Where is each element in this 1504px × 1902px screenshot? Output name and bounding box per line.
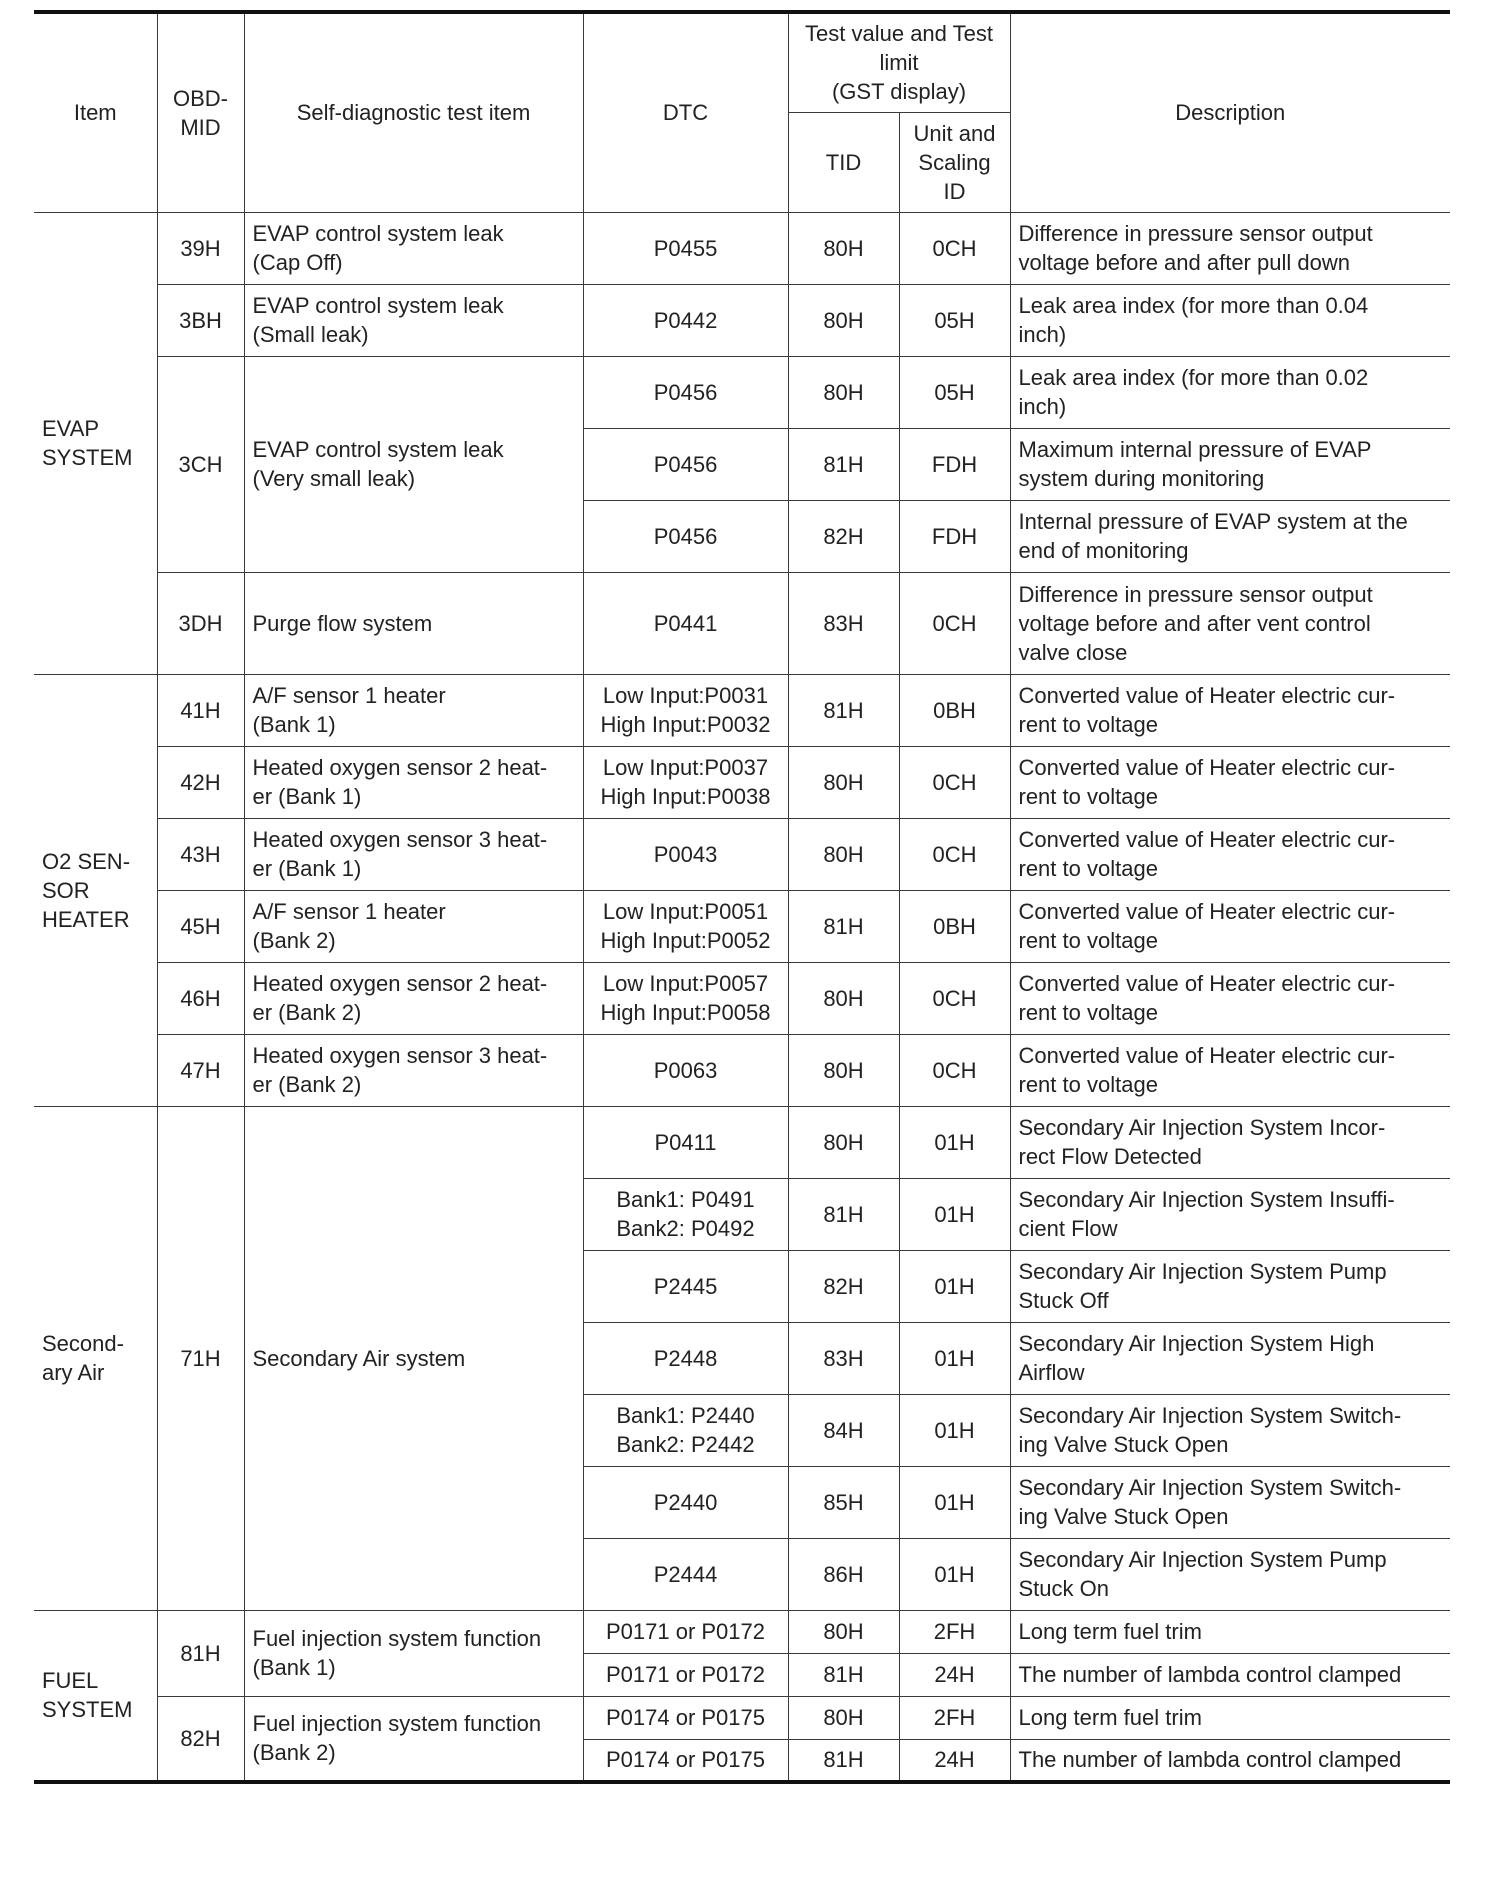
table-header [34,12,1450,212]
tid-cell: 80H [788,356,899,428]
unit-scaling-cell: 01H [899,1538,1010,1610]
header-tid: TID [788,112,899,212]
tid-cell: 81H [788,1178,899,1250]
table-row [34,962,1450,1034]
dtc-cell: P2448 [583,1322,788,1394]
description-cell: Leak area index (for more than 0.02 inch) [1010,356,1450,428]
test-item-cell: Heated oxygen sensor 2 heat- er (Bank 1) [244,746,583,818]
obd-mid-cell: 39H [157,212,244,284]
unit-scaling-cell: FDH [899,500,1010,572]
dtc-cell: P0456 [583,500,788,572]
unit-scaling-cell: 2FH [899,1696,1010,1739]
dtc-cell: P0441 [583,572,788,674]
unit-scaling-cell: 24H [899,1653,1010,1696]
description-cell: Long term fuel trim [1010,1696,1450,1739]
tid-cell: 80H [788,1034,899,1106]
table-row [34,572,1450,674]
unit-scaling-cell: 0CH [899,962,1010,1034]
table-row [34,1610,1450,1653]
obd-mid-cell: 45H [157,890,244,962]
description-cell: Converted value of Heater electric cur- rent to voltage [1010,746,1450,818]
description-cell: Long term fuel trim [1010,1610,1450,1653]
tid-cell: 80H [788,212,899,284]
dtc-cell: P0442 [583,284,788,356]
obd-mid-cell: 42H [157,746,244,818]
unit-scaling-cell: 0CH [899,572,1010,674]
tid-cell: 83H [788,572,899,674]
unit-scaling-cell: 01H [899,1322,1010,1394]
test-item-cell: Secondary Air system [244,1106,583,1610]
tid-cell: 81H [788,890,899,962]
table-row [34,212,1450,284]
description-cell: Difference in pressure sensor output voltage before and after vent control valve close [1010,572,1450,674]
unit-scaling-cell: 0CH [899,746,1010,818]
tid-cell: 80H [788,1610,899,1653]
description-cell: Secondary Air Injection System Incor- rect Flow Detected [1010,1106,1450,1178]
dtc-cell: P2444 [583,1538,788,1610]
obd-mid-cell: 46H [157,962,244,1034]
tid-cell: 80H [788,746,899,818]
dtc-cell: P2445 [583,1250,788,1322]
description-cell: Converted value of Heater electric cur- rent to voltage [1010,674,1450,746]
header-self-diagnostic-test-item: Self-diagnostic test item [244,12,583,212]
tid-cell: 82H [788,500,899,572]
dtc-cell: Low Input:P0051 High Input:P0052 [583,890,788,962]
test-item-cell: EVAP control system leak (Very small leak) [244,356,583,572]
obd-mid-cell: 3DH [157,572,244,674]
description-cell: The number of lambda control clamped [1010,1653,1450,1696]
tid-cell: 80H [788,818,899,890]
description-cell: Secondary Air Injection System Switch- ing Valve Stuck Open [1010,1466,1450,1538]
test-item-cell: Purge flow system [244,572,583,674]
description-cell: Maximum internal pressure of EVAP system during monitoring [1010,428,1450,500]
unit-scaling-cell: 05H [899,356,1010,428]
table-row [34,674,1450,746]
unit-scaling-cell: FDH [899,428,1010,500]
test-item-cell: Fuel injection system function (Bank 2) [244,1696,583,1782]
header-item: Item [34,12,157,212]
tid-cell: 81H [788,674,899,746]
dtc-cell: P0411 [583,1106,788,1178]
unit-scaling-cell: 0BH [899,674,1010,746]
obd-mid-cell: 71H [157,1106,244,1610]
unit-scaling-cell: 01H [899,1394,1010,1466]
dtc-cell: P0063 [583,1034,788,1106]
unit-scaling-cell: 24H [899,1739,1010,1782]
table-row [34,1106,1450,1178]
test-item-cell: EVAP control system leak (Small leak) [244,284,583,356]
test-item-cell: A/F sensor 1 heater (Bank 1) [244,674,583,746]
dtc-cell: P0171 or P0172 [583,1653,788,1696]
tid-cell: 86H [788,1538,899,1610]
unit-scaling-cell: 0CH [899,212,1010,284]
dtc-cell: Bank1: P2440 Bank2: P2442 [583,1394,788,1466]
group-secondary-air: Second- ary Air [34,1106,157,1610]
dtc-cell: P0455 [583,212,788,284]
group-o2-sensor-heater: O2 SEN- SOR HEATER [34,674,157,1106]
dtc-cell: P0171 or P0172 [583,1610,788,1653]
description-cell: Secondary Air Injection System High Airflow [1010,1322,1450,1394]
tid-cell: 81H [788,1653,899,1696]
description-cell: Converted value of Heater electric cur- rent to voltage [1010,818,1450,890]
description-cell: Converted value of Heater electric cur- rent to voltage [1010,1034,1450,1106]
description-cell: Secondary Air Injection System Insuffi- cient Flow [1010,1178,1450,1250]
tid-cell: 81H [788,428,899,500]
tid-cell: 82H [788,1250,899,1322]
obd-test-table [34,10,1450,1784]
header-obd-mid: OBD- MID [157,12,244,212]
table-row [34,890,1450,962]
description-cell: Internal pressure of EVAP system at the end of monitoring [1010,500,1450,572]
header-unit-scaling-id: Unit and Scaling ID [899,112,1010,212]
description-cell: Converted value of Heater electric cur- rent to voltage [1010,890,1450,962]
table-row [34,1034,1450,1106]
unit-scaling-cell: 01H [899,1466,1010,1538]
test-item-cell: Heated oxygen sensor 2 heat- er (Bank 2) [244,962,583,1034]
table-body [34,212,1450,1782]
tid-cell: 80H [788,1696,899,1739]
dtc-cell: P0174 or P0175 [583,1739,788,1782]
tid-cell: 84H [788,1394,899,1466]
unit-scaling-cell: 01H [899,1178,1010,1250]
obd-mid-cell: 82H [157,1696,244,1782]
obd-mid-cell: 41H [157,674,244,746]
dtc-cell: P0043 [583,818,788,890]
table-row [34,746,1450,818]
header-dtc: DTC [583,12,788,212]
obd-mid-cell: 3BH [157,284,244,356]
description-cell: Secondary Air Injection System Pump Stuck On [1010,1538,1450,1610]
table-row [34,1696,1450,1739]
dtc-cell: Low Input:P0057 High Input:P0058 [583,962,788,1034]
table-row [34,284,1450,356]
header-test-value: Test value and Test limit (GST display) [788,12,1010,112]
description-cell: Converted value of Heater electric cur- rent to voltage [1010,962,1450,1034]
unit-scaling-cell: 0BH [899,890,1010,962]
test-item-cell: A/F sensor 1 heater (Bank 2) [244,890,583,962]
tid-cell: 83H [788,1322,899,1394]
test-item-cell: EVAP control system leak (Cap Off) [244,212,583,284]
description-cell: Leak area index (for more than 0.04 inch) [1010,284,1450,356]
test-item-cell: Heated oxygen sensor 3 heat- er (Bank 1) [244,818,583,890]
unit-scaling-cell: 01H [899,1250,1010,1322]
dtc-cell: P0456 [583,356,788,428]
test-item-cell: Fuel injection system function (Bank 1) [244,1610,583,1696]
dtc-cell: Low Input:P0037 High Input:P0038 [583,746,788,818]
header-row [34,12,1450,112]
dtc-cell: Bank1: P0491 Bank2: P0492 [583,1178,788,1250]
tid-cell: 80H [788,962,899,1034]
description-cell: The number of lambda control clamped [1010,1739,1450,1782]
obd-mid-cell: 81H [157,1610,244,1696]
unit-scaling-cell: 2FH [899,1610,1010,1653]
header-description: Description [1010,12,1450,212]
tid-cell: 80H [788,1106,899,1178]
tid-cell: 81H [788,1739,899,1782]
dtc-cell: P2440 [583,1466,788,1538]
page [34,10,1450,1784]
unit-scaling-cell: 0CH [899,1034,1010,1106]
description-cell: Secondary Air Injection System Switch- ing Valve Stuck Open [1010,1394,1450,1466]
dtc-cell: P0456 [583,428,788,500]
obd-mid-cell: 43H [157,818,244,890]
tid-cell: 85H [788,1466,899,1538]
unit-scaling-cell: 0CH [899,818,1010,890]
table-row [34,356,1450,428]
test-item-cell: Heated oxygen sensor 3 heat- er (Bank 2) [244,1034,583,1106]
group-fuel-system: FUEL SYSTEM [34,1610,157,1782]
description-cell: Secondary Air Injection System Pump Stuck Off [1010,1250,1450,1322]
dtc-cell: P0174 or P0175 [583,1696,788,1739]
table-row [34,818,1450,890]
dtc-cell: Low Input:P0031 High Input:P0032 [583,674,788,746]
description-cell: Difference in pressure sensor output voltage before and after pull down [1010,212,1450,284]
tid-cell: 80H [788,284,899,356]
unit-scaling-cell: 05H [899,284,1010,356]
unit-scaling-cell: 01H [899,1106,1010,1178]
obd-mid-cell: 3CH [157,356,244,572]
obd-mid-cell: 47H [157,1034,244,1106]
group-evap-system: EVAP SYSTEM [34,212,157,674]
